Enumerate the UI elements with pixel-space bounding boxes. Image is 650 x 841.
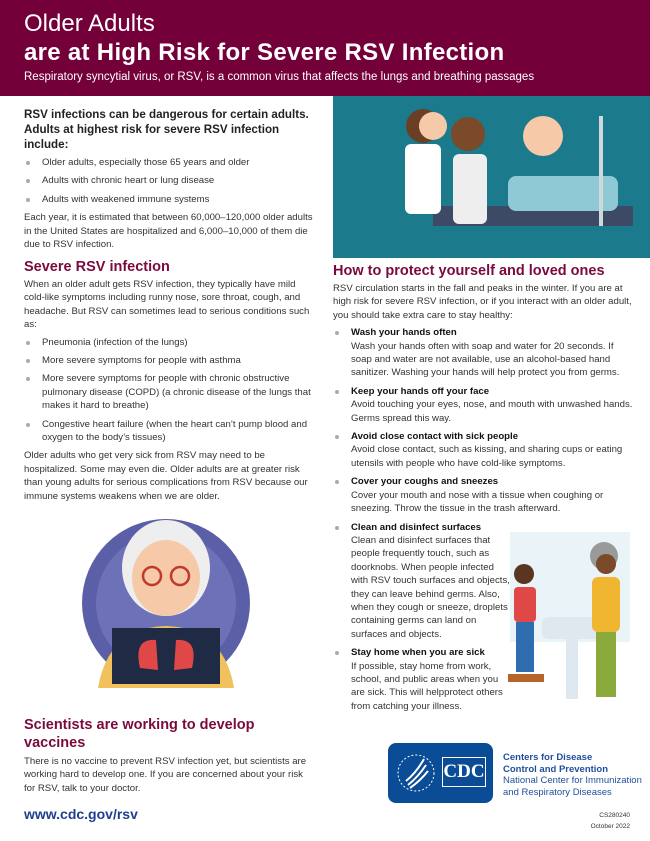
severe-section (24, 258, 312, 503)
protect-heading: How to protect yourself and loved ones (333, 263, 605, 279)
severe-bullet: Pneumonia (infection of the lungs) (24, 336, 312, 349)
doc-id: CS280240 (599, 812, 630, 819)
subtitle: Respiratory syncytial virus, or RSV, is a common virus that affects the lungs and breathing passages (24, 71, 535, 83)
hhs-eagle-icon (396, 751, 436, 795)
protect-item-cover-coughs: Cover your coughs and sneezes Cover your mouth and nose with a tissue when coughing or sneezing. Throw the tissue in the trash afterward. (333, 475, 633, 515)
protect-item-avoid-contact: Avoid close contact with sick people Avoid close contact, such as kissing, and sharing cups or eating utensils with people who have cold-like symptoms. (333, 430, 633, 470)
intro-bullet: Adults with weakened immune systems (24, 193, 314, 206)
severe-heading: Severe RSV infection (24, 259, 170, 275)
severe-para1: When an older adult gets RSV infection, they typically have mild cold-like symptoms including runny nose, sore throat, cough, and headache. But RSV can sometimes lead to serious conditions such as: (24, 279, 310, 331)
cdc-logo-text: CDC (442, 757, 486, 787)
protect-item-hands-off-face: Keep your hands off your face Avoid touching your eyes, nose, and mouth with unwashed hands. Germs spread this way. (333, 385, 633, 425)
doc-date: October 2022 (590, 823, 630, 830)
protect-item-clean-surfaces: Clean and disinfect surfaces Clean and disinfect surfaces that people frequently touch, such as doorknobs. When people infected with RSV touch surfaces and objects, they can leave behind germs. Also, when they cough or sneeze, droplets containing germs can land on surfaces and objects. (333, 521, 513, 642)
vaccines-para: There is no vaccine to prevent RSV infection yet, but scientists are working hard to develop one. If you are concerned about your risk for RSV, talk to your doctor. (24, 756, 307, 794)
severe-bullet: More severe symptoms for people with chronic obstructive pulmonary disease (COPD) (a chronic disease of the lungs that makes it hard to breathe) (24, 372, 312, 412)
older-man-lungs-illustration (78, 508, 254, 688)
header-banner (0, 0, 650, 96)
severe-bullet: More severe symptoms for people with asthma (24, 354, 312, 367)
vaccines-section (24, 716, 312, 795)
cdc-org-name: Centers for Disease Control and Prevention National Center for Immunization and Respiratory Diseases (503, 752, 642, 798)
protect-item-wash-hands: Wash your hands often Wash your hands often with soap and water for 20 seconds. If soap and water are not available, use an alcohol-based hand sanitizer. Washing your hands will help protect you from germs. (333, 326, 633, 380)
severe-bullet: Congestive heart failure (when the heart can’t pump blood and oxygen to the body’s tissues) (24, 418, 312, 445)
protect-para: RSV circulation starts in the fall and peaks in the winter. If you are at high risk for severe RSV infection, or if you interact with an older adult, you should take extra care to stay healthy: (333, 283, 632, 321)
intro-bullet: Adults with chronic heart or lung disease (24, 174, 314, 187)
cdc-logo (388, 743, 493, 803)
protect-item-stay-home: Stay home when you are sick If possible, stay home from work, school, and public areas when you are sick. This will helpprotect others from catching your illness. (333, 646, 513, 713)
cdc-rsv-link[interactable]: www.cdc.gov/rsv (24, 806, 138, 822)
intro-bullet: Older adults, especially those 65 years and older (24, 156, 314, 169)
title-line1: Older Adults (24, 10, 155, 37)
intro-lead: RSV infections can be dangerous for certain adults. Adults at highest risk for severe RSV infection include: (24, 108, 309, 151)
hospital-illustration (333, 96, 650, 258)
title-line2: are at High Risk for Severe RSV Infection (24, 39, 505, 66)
severe-para2: Older adults who get very sick from RSV may need to be hospitalized. Some may even die. Older adults are at greater risk than young adults for serious complications from RSV because our immune systems weakens when we are older. (24, 450, 308, 502)
intro-para: Each year, it is estimated that between 60,000–120,000 older adults in the United States are hospitalized and 6,000–10,000 of them die due to RSV infection. (24, 212, 313, 251)
vaccines-heading: Scientists are working to develop vaccines (24, 717, 255, 751)
intro-section (24, 107, 314, 251)
handwashing-illustration (500, 532, 632, 704)
doc-meta (591, 810, 630, 832)
